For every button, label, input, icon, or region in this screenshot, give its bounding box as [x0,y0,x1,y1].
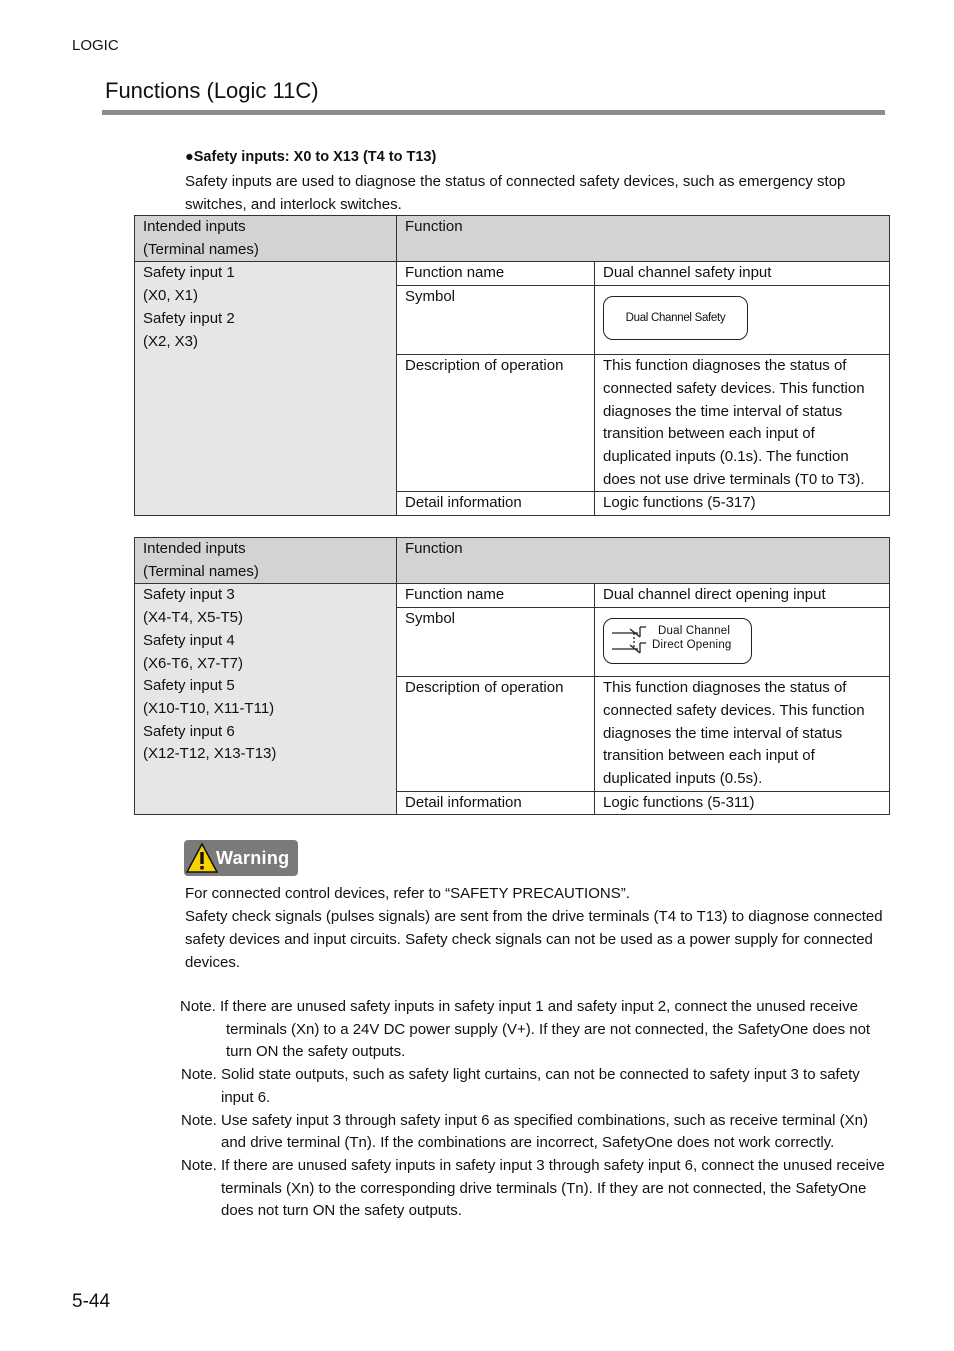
input-line: Safety input 6 [143,722,235,740]
section-label: LOGIC [72,37,119,54]
symbol-text-line: Dual Channel [658,625,731,638]
function-name-value: Dual channel safety input [595,262,890,286]
symbol-cell [595,286,890,355]
input-line: (X2, X3) [143,332,199,350]
intended-inputs-footer [135,492,397,516]
description-value: This function diagnoses the status of connected safety devices. This function diagnoses the time interval of status transition between each input of duplicated inputs (0.1s). The function does not use drive terminals (T0 to T3). [595,355,890,492]
function-name-label: Function name [397,262,595,286]
note-item: Note. If there are unused safety inputs in safety input 3 through safety input 6, connect the unused receive terminals (Xn) to the corresponding drive terminals (Tn). If they are not connected, the SafetyOne does not turn ON the safety outputs. [181,1156,885,1220]
table-head-function: Function [397,538,890,584]
dual-channel-safety-symbol: Dual Channel Safety [603,296,748,340]
input-line: (X10-T10, X11-T11) [143,699,275,717]
input-line: Safety input 1 [143,264,235,282]
intro-heading: ●Safety inputs: X0 to X13 (T4 to T13) [185,149,437,165]
warning-line: Safety check signals (pulses signals) are sent from the drive terminals (T4 to T13) to diagnose connected safety devices and input circuits. Safety check signals can not be used as a power supply for connected devices. [185,908,883,971]
intro-text: Safety inputs are used to diagnose the status of connected safety devices, such as emergency stop switches, and interlock switches. [185,173,846,213]
table-head-inputs [135,216,397,262]
notes [180,996,885,1223]
warning-triangle-icon [186,843,218,873]
function-name-label: Function name [397,584,595,608]
safety-input-table-1 [134,215,890,516]
intended-inputs-cell [135,584,397,791]
input-line: (X6-T6, X7-T7) [143,654,244,672]
intended-inputs-cell [135,262,397,492]
note-item: Note. Use safety input 3 through safety input 6 as specified combinations, such as receive terminal (Xn) and drive terminal (Tn). If the combinations are incorrect, SafetyOne does not work correctly. [181,1111,869,1152]
symbol-text [652,624,732,652]
dual-channel-direct-opening-symbol [603,618,752,664]
description-label: Description of operation [397,677,595,792]
description-label: Description of operation [397,355,595,492]
page-title: Functions (Logic 11C) [105,78,319,103]
symbol-text-line: Direct Opening [652,639,732,652]
input-line: Safety input 2 [143,309,235,327]
detail-label: Detail information [397,791,595,815]
symbol-label: Symbol [397,286,595,355]
head-line: (Terminal names) [143,240,259,258]
input-line: (X4-T4, X5-T5) [143,609,244,627]
warning-label: Warning [216,848,290,868]
note-item: Note. If there are unused safety inputs in safety input 1 and safety input 2, connect the unused receive terminals (Xn) to a 24V DC power supply (V+). If they are not connected, the SafetyOne does not turn ON the safety outputs. [180,998,871,1061]
symbol-cell [595,608,890,677]
function-name-value: Dual channel direct opening input [595,584,890,608]
warning-line: For connected control devices, refer to “SAFETY PRECAUTIONS”. [185,885,630,902]
input-line: Safety input 5 [143,677,235,695]
head-line: (Terminal names) [143,562,259,580]
table-head-inputs [135,538,397,584]
note-item: Note. Solid state outputs, such as safety light curtains, can not be connected to safety input 3 to safety input 6. [181,1066,860,1106]
input-line: Safety input 3 [143,586,235,604]
symbol-label: Symbol [397,608,595,677]
detail-label: Detail information [397,492,595,516]
title-rule [102,110,885,115]
table-head-function: Function [397,216,890,262]
warning-badge [184,840,298,876]
detail-value: Logic functions (5-317) [595,492,890,516]
input-line: Safety input 4 [143,631,235,649]
detail-value: Logic functions (5-311) [595,791,890,815]
head-line: Intended inputs [143,540,246,557]
safety-input-table-2 [134,537,890,815]
warning-text [185,882,885,974]
direct-opening-contact-icon [610,623,652,659]
description-value: This function diagnoses the status of connected safety devices. This function diagnoses the time interval of status transition between each input of duplicated inputs (0.5s). [595,677,890,792]
page-number: 5-44 [72,1291,111,1312]
intended-inputs-footer [135,791,397,815]
head-line: Intended inputs [143,218,246,235]
input-line: (X0, X1) [143,287,199,305]
input-line: (X12-T12, X13-T13) [143,745,277,763]
